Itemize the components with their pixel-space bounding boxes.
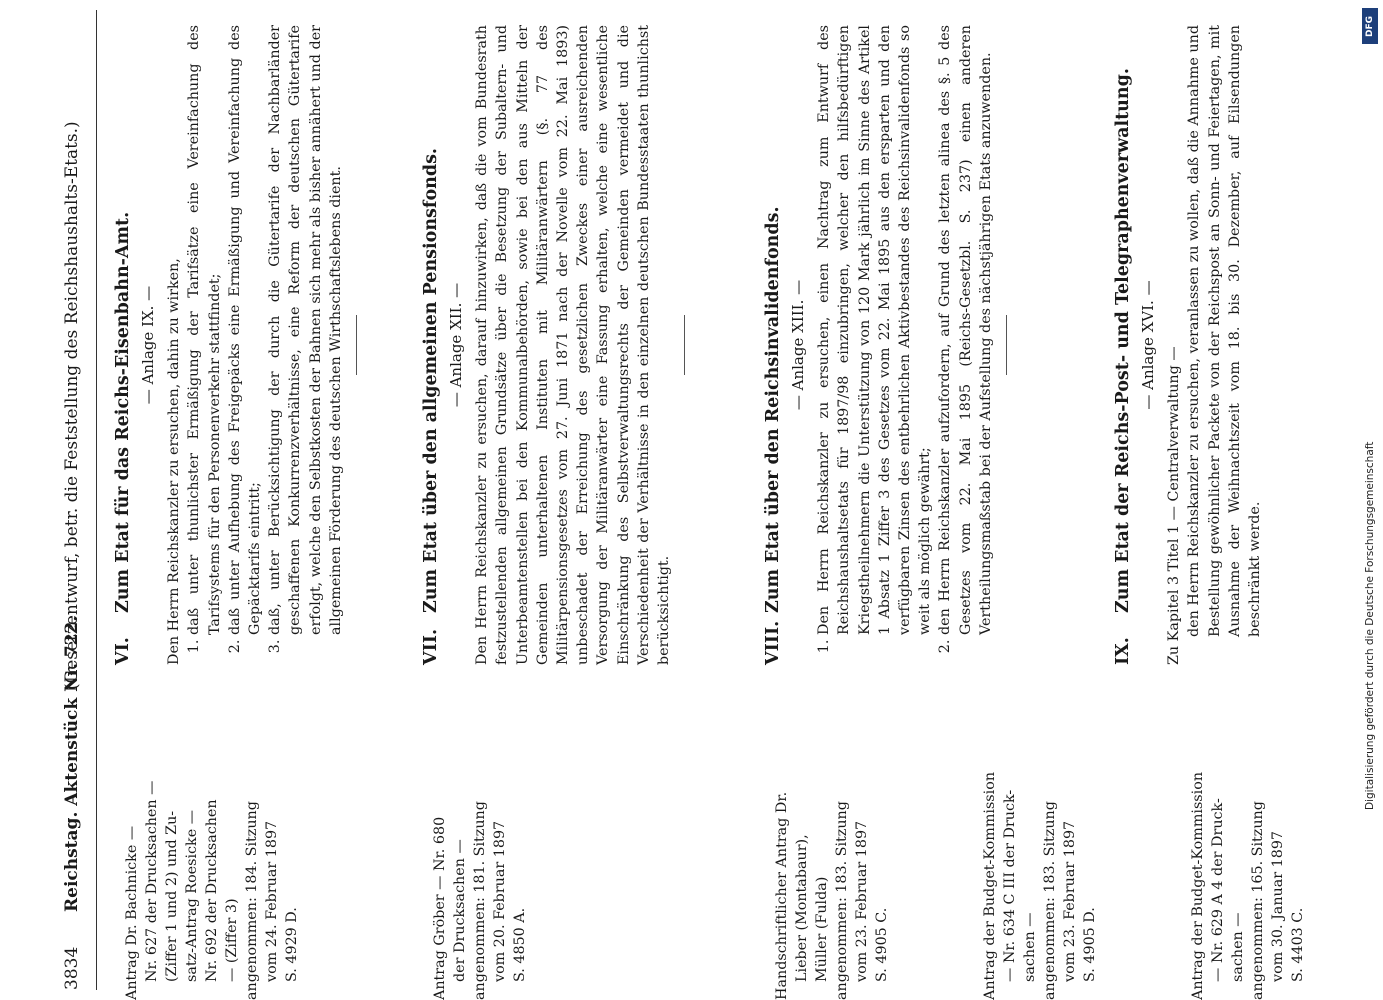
section-items	[814, 25, 996, 665]
margin-line: vom 20. Februar 1897	[492, 820, 508, 982]
margin-line: S. 4929 D.	[284, 907, 300, 982]
margin-line: vom 30. Januar 1897	[1270, 830, 1286, 982]
margin-line: Antrag Gröber — Nr. 680	[432, 816, 448, 1000]
dfg-logo: DFG	[1362, 8, 1378, 44]
margin-line: angenommen: 165. Sitzung	[1250, 801, 1266, 1000]
margin-note-viii-2	[980, 700, 1100, 1000]
margin-line: angenommen: 181. Sitzung	[472, 801, 488, 1000]
section-item: 2. den Herrn Reichskanzler aufzufordern, auf Grund des letzten alinea des §. 5 des Gesetzes vom 22. Mai 1895 (Reichs-Gesetzbl. S. 237) einen anderen Vertheilungsmaßstab bei der Aufstellung des nächstjährigen Etats anzuwenden.	[935, 25, 996, 635]
section-items	[184, 25, 346, 665]
section-title: Zum Etat über den allgemeinen Pensionsfonds.	[421, 147, 441, 613]
anlage-label: — Anlage IX. —	[139, 285, 157, 405]
section-vii	[420, 25, 695, 665]
margin-line: sachen —	[1230, 912, 1246, 982]
margin-line: vom 23. Februar 1897	[1062, 820, 1078, 982]
margin-line: S. 4403 C.	[1290, 907, 1306, 982]
margin-line: der Drucksachen —	[452, 839, 468, 982]
margin-line: (Ziffer 1 und 2) und Zu-	[164, 810, 180, 982]
margin-line: angenommen: 183. Sitzung	[1042, 801, 1058, 1000]
anlage-label: — Anlage XII. —	[447, 282, 465, 408]
margin-line: Müller (Fulda)	[814, 876, 830, 982]
section-item: 1. daß unter thunlichster Ermäßigung der Tarifsätze eine Vereinfachung des Tarifsystems für den Personenverkehr stattfindet;	[184, 25, 224, 635]
page-header	[50, 10, 97, 990]
margin-line: vom 23. Februar 1897	[854, 820, 870, 982]
section-divider	[1006, 315, 1007, 375]
margin-line: angenommen: 183. Sitzung	[834, 801, 850, 1000]
section-ix	[1112, 25, 1265, 665]
margin-line: Antrag Dr. Bachnicke —	[124, 825, 140, 1000]
section-intro: Zu Kapitel 3 Titel 1 — Centralverwaltung —	[1166, 346, 1183, 665]
anlage-label: — Anlage XIII. —	[789, 279, 807, 411]
section-item: 1. Den Herrn Reichskanzler zu ersuchen, einen Nachtrag zum Entwurf des Reichshaushaltsetats für 1897/98 einzubringen, welcher den hilfsbedürftigen Kriegstheilnehmern die Unterstützung von 120 Mark jährlich im Sinne des Artikel 1 Absatz 1 Ziffer 3 des Gesetzes vom 22. Mai 1895 aus den ersparten und den verfügbaren Zinsen des entbehrlichen Aktivbestandes des Reichsinvalidenfonds so weit als möglich gewährt;	[814, 25, 935, 635]
section-item: 2. daß unter Aufhebung des Freigepäcks eine Ermäßigung und Vereinfachung des Gepäcktarifs eintritt;	[225, 25, 265, 635]
margin-line: Nr. 627 der Drucksachen —	[144, 780, 160, 982]
section-vi	[112, 25, 367, 665]
section-heading	[420, 25, 442, 665]
margin-line: — Nr. 629 A 4 der Druck-	[1210, 798, 1226, 982]
anlage-label: — Anlage XVI. —	[1139, 280, 1157, 410]
page-number: 3834	[62, 946, 82, 990]
section-number: VII.	[421, 628, 441, 665]
section-number: VIII.	[763, 620, 783, 665]
margin-line: — (Ziffer 3)	[224, 898, 240, 982]
margin-line: Lieber (Montabaur),	[794, 834, 810, 982]
margin-line: angenommen: 184. Sitzung	[244, 801, 260, 1000]
section-body: Den Herrn Reichskanzler zu ersuchen, darauf hinzuwirken, daß die vom Bundesrath festzustellenden allgemeinen Grundsätze über die Besetzung der Subaltern- und Unterbeamtenstellen bei den Kommunalbehörden, sowie bei den aus Mitteln der Gemeinden unterhaltenen Instituten mit Militäranwärtern (§. 77 des Militärpensionsgesetzes vom 27. Juni 1871 nach der Novelle vom 22. Mai 1893) unbeschadet der Erreichung des gesetzlichen Zweckes einer ausreichenden Versorgung der Militäranwärter eine Fassung erhalten, welche eine wesentliche Einschränkung des Selbstverwaltungsrechts der Gemeinden vermeidet und die Verschiedenheit der Verhältnisse in den einzelnen deutschen Bundesstaaten thunlichst berücksichtigt.	[474, 25, 673, 665]
margin-line: Antrag der Budget-Kommission	[1190, 771, 1206, 1000]
margin-line: S. 4905 D.	[1082, 907, 1098, 982]
margin-line: S. 4850 A.	[512, 907, 528, 982]
section-title: Zum Etat über den Reichsinvalidenfonds.	[763, 206, 783, 613]
document-page	[30, 0, 1330, 1000]
section-heading	[762, 25, 784, 665]
margin-line: Handschriftlicher Antrag Dr.	[774, 791, 790, 1000]
section-divider	[356, 315, 357, 375]
section-body: den Herrn Reichskanzler zu ersuchen, veranlassen zu wollen, daß die Annahme und Bestellung gewöhnlicher Packete von der Reichspost an Sonn- und Feiertagen, mit Ausnahme der Weihnachtszeit vom 18. bis 30. Dezember, auf Eilsendungen beschränkt werde.	[1186, 25, 1264, 637]
section-title: Zum Etat für das Reichs-Eisenbahn-Amt.	[113, 211, 133, 613]
margin-note-ix	[1188, 700, 1308, 1000]
margin-note-viii	[772, 700, 892, 1000]
margin-note-vi	[122, 700, 302, 1000]
section-item: 3. daß, unter Berücksichtigung der durch die Gütertarife der Nachbarländer geschaffenen Konkurrenzverhältnisse, eine Reform der deutschen Gütertarife erfolgt, welche den Selbstkosten der Bahnen sich mehr als bisher annähert und der allgemeinen Förderung des deutschen Wirthschaftslebens dient.	[265, 25, 346, 635]
section-title: Zum Etat der Reichs-Post- und Telegraphenverwaltung.	[1113, 68, 1133, 613]
margin-line: sachen —	[1022, 912, 1038, 982]
document-title: Reichstag. Aktenstück Nr. 722.	[62, 615, 82, 912]
section-intro: Den Herrn Reichskanzler zu ersuchen, dahin zu wirken,	[166, 258, 183, 665]
margin-line: Antrag der Budget-Kommission	[982, 771, 998, 1000]
margin-note-vii	[430, 700, 530, 1000]
margin-line: S. 4905 C.	[874, 907, 890, 982]
section-number: IX.	[1113, 637, 1133, 665]
margin-line: Nr. 692 der Drucksachen	[204, 799, 220, 982]
section-viii	[762, 25, 1017, 665]
section-heading	[112, 25, 134, 665]
section-heading	[1112, 25, 1134, 665]
margin-line: — Nr. 634 C III der Druck-	[1002, 789, 1018, 982]
section-divider	[684, 315, 685, 375]
section-number: VI.	[113, 637, 133, 665]
document-subtitle: (Gesetzentwurf, betr. die Feststellung des Reichshaushalts-Etats.)	[62, 121, 82, 690]
digitization-credit: Digitalisierung gefördert durch die Deutsche Forschungsgemeinschaft	[1364, 441, 1376, 810]
margin-line: satz-Antrag Roesicke —	[184, 809, 200, 982]
margin-line: vom 24. Februar 1897	[264, 820, 280, 982]
